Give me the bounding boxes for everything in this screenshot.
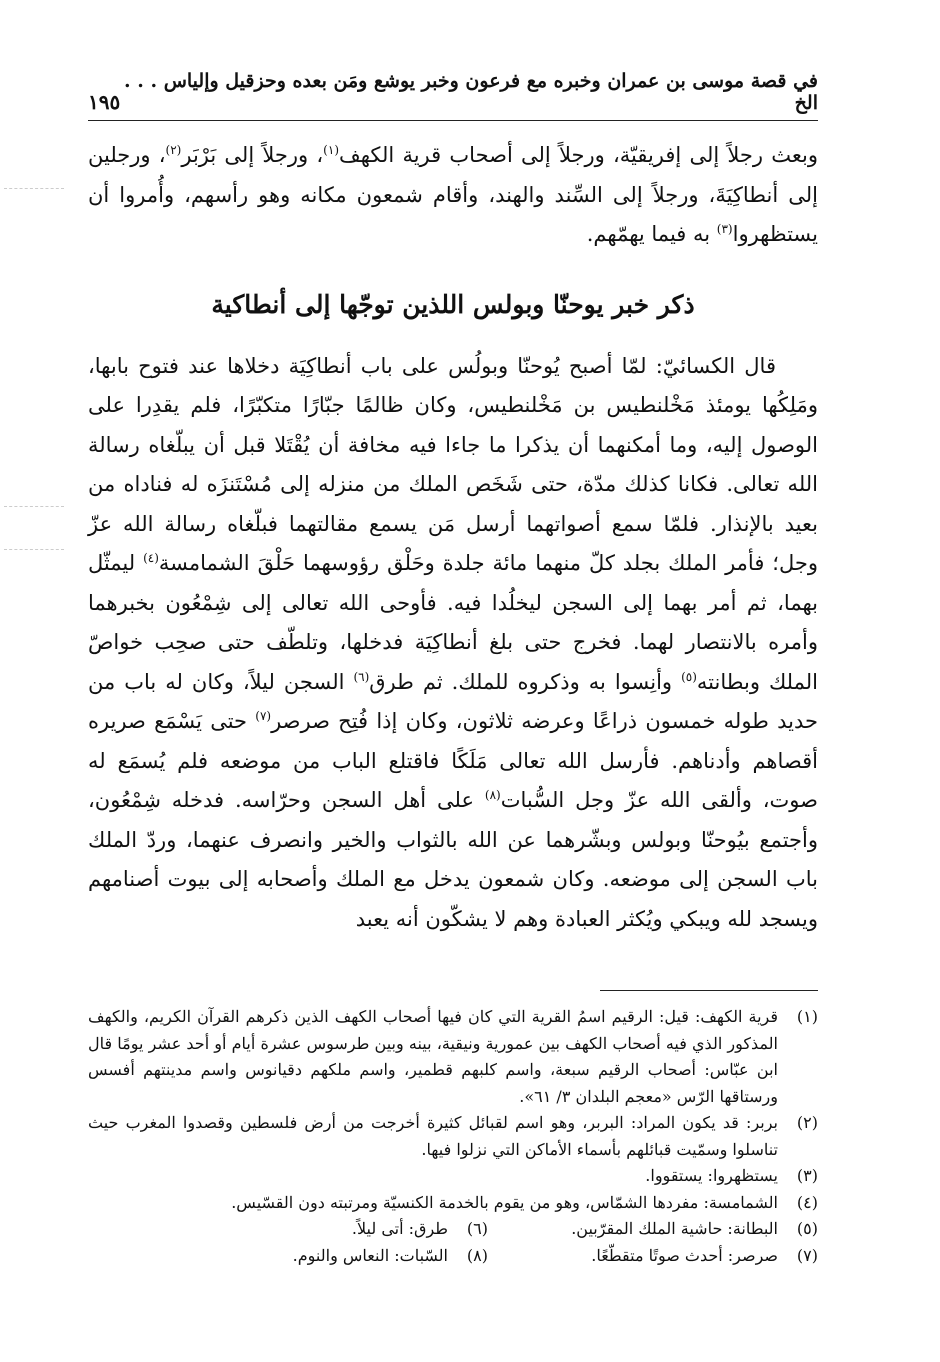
footnote-ref-5: (٥)	[681, 669, 697, 684]
intro-text-2: ، ورجلاً إلى بَرْبَر	[181, 143, 324, 167]
footnote-text: يستظهروا: يستقووا.	[645, 1166, 778, 1185]
footnote-3	[88, 1163, 818, 1190]
footnote-ref-2: (٢)	[165, 143, 182, 157]
footnote-number: (٨)	[466, 1245, 488, 1265]
body-text-1: قال الكسائيّ: لمّا أصبح يُوحنّا وبولُس على باب أنطاكِيَة دخلاها عند فتوح بابها، ومَلِكُها يومئذ مَخْلنطيس بن مَخْلنطيس، وكان ظالمًا جبّارًا متكبّرًا، فلم يقدِرا على الوصول إليه، وما أمكنهما أن يذكرا ما جاءا فيه مخافة أن يُقْتَلا قبل أن يبلّغاه رسالة الله تعالى. فكانا كذلك مدّة، حتى شَخَص الملك من منزله إلى مُسْتَنزَه له فناداه من بعيد بالإنذار. فلمّا سمع أصواتهما أرسل مَن يسمع مقالتهما فبلّغاه رسالة الله عزّ وجل؛ فأمر الملك بجلد كلّ منهما مائة جلدة وحَلْق رؤوسهما حَلْقَ الشمامسة	[88, 353, 818, 575]
footnote-ref-7: (٧)	[255, 709, 272, 723]
footnote-4	[88, 1190, 818, 1217]
margin-scan-mark	[4, 549, 64, 550]
footnote-number: (٢)	[796, 1113, 818, 1132]
footnotes	[88, 1004, 818, 1269]
footnote-text: السّبات: النعاس والنوم.	[292, 1245, 448, 1265]
header-rule	[88, 120, 818, 121]
footnote-row-5-6	[88, 1216, 818, 1243]
running-header	[88, 70, 818, 114]
footnote-text: الشمامسة: مفردها الشمّاس، وهو من يقوم بالخدمة الكنسيّة ومرتبته دون القسّيس.	[231, 1192, 778, 1212]
page-number: ١٩٥	[88, 90, 121, 114]
footnote-text: بربر: قد يكون المراد: البربر، وهو اسم لقبائل كثيرة أخرجت من أرض فلسطين وقصدوا المغرب حيث تناسلوا وسمّيت قبائلهم بأسماء الأماكن التي نزلوا فيها.	[88, 1113, 779, 1159]
footnote-8	[293, 1243, 488, 1270]
footnote-5	[488, 1216, 818, 1243]
footnote-text: قرية الكهف: قيل: الرقيم اسمُ القرية التي كان فيها أصحاب الكهف الذين ذكرهم القرآن الكريم، والكهف المذكور الذي فيه أصحاب الكهف بين عمورية ونيقية، بينه وبين طرسوس عشرة أيام أو أحد عشر يومًا قال ابن عبّاس: أصحاب الرقيم سبعة، واسم كلبهم قطمير، واسم ملكهم دقيانوس واسم مدينتهم أفسس ورستاقها الرّس «معجم البلدان ٣/ ٦١».	[88, 1007, 778, 1106]
footnote-number: (٣)	[796, 1166, 818, 1185]
body-text-2: ليمثّل بهما، ثم أمر بهما إلى السجن ليخلُدا فيه. فأوحى الله تعالى إلى شِمْعُون بخبرهما وأمره بالانتصار لهما. فخرج حتى بلغ أنطاكِيَة فدخلها، وتلطّف حتى صحِب خواصّ الملك وبطانته	[88, 551, 818, 694]
section-title: ذكر خبر يوحنّا وبولس اللذين توجّها إلى أنطاكية	[211, 289, 695, 319]
main-text	[88, 136, 818, 939]
body-text-3: وأنِسوا به وذكروه للملك. ثم طرق	[369, 669, 682, 694]
body-text-4: السجن ليلاً، وكان له باب من حديد طوله خمسون ذراعًا وعرضه ثلاثون، وكان إذا فُتِح صرصر	[88, 669, 818, 733]
footnote-row-7-8	[88, 1243, 818, 1270]
body-text-6: على أهل السجن وحرّاسه. فدخله شِمْعُون، وأجتمع بيُوحنّا وبولس وبشّرهما عن الله بالثواب والخير وانصرف عنهما، وردّ الملك باب السجن إلى موضعه. وكان شمعون يدخل مع الملك وأصحابه إلى بيوت أصنامهم ويسجد لله ويبكي ويُكثر العبادة وهم لا يشكّون أنه يعبد	[88, 788, 818, 931]
footnote-1	[88, 1004, 818, 1110]
footnote-text: صرصر: أحدث صوتًا متقطّعًا.	[591, 1245, 778, 1265]
footnote-rule	[600, 990, 818, 991]
running-title: في قصة موسى بن عمران وخبره مع فرعون وخبر يوشع ومَن بعده وحزقيل وإلياس . . . الخ	[124, 70, 818, 114]
footnote-2	[88, 1110, 818, 1163]
footnote-ref-4: (٤)	[143, 551, 159, 565]
intro-text-3: ، ورجلين إلى أنطاكِيَةَ، ورجلاً إلى السِّند والهند، وأقام شمعون مكانه وهو رأسهم، وأُمروا أن يستظهروا	[88, 143, 818, 246]
margin-scan-mark	[4, 506, 64, 507]
footnote-ref-6: (٦)	[353, 669, 370, 684]
body-paragraph	[88, 347, 818, 940]
footnote-number: (٥)	[796, 1219, 818, 1238]
footnote-text: البطانة: حاشية الملك المقرّبين.	[571, 1219, 778, 1238]
footnote-number: (١)	[796, 1007, 818, 1026]
footnote-ref-1: (١)	[323, 143, 339, 157]
footnote-number: (٧)	[796, 1245, 818, 1265]
intro-text-1: وبعث رجلاً إلى إفريقيّة، ورجلاً إلى أصحاب قرية الكهف	[339, 143, 818, 167]
intro-paragraph	[88, 136, 818, 255]
footnote-7	[488, 1243, 818, 1270]
margin-scan-mark	[4, 188, 64, 189]
footnote-number: (٤)	[796, 1192, 818, 1212]
footnote-ref-3: (٣)	[716, 222, 733, 236]
footnote-ref-8: (٨)	[484, 788, 501, 802]
footnote-number: (٦)	[466, 1219, 488, 1238]
footnote-6	[352, 1216, 488, 1243]
intro-text-4: به فيما يهمّهم.	[586, 222, 717, 246]
body-text-5: حتى يَسْمَع صريره أقصاهم وأدناهم. فأرسل الله تعالى مَلَكًا فاقتلع الباب من موضعه فلم يُسمَع له صوت، وألقى الله عزّ وجل السُّبات	[88, 709, 818, 812]
footnote-text: طرق: أتى ليلاً.	[351, 1219, 448, 1238]
